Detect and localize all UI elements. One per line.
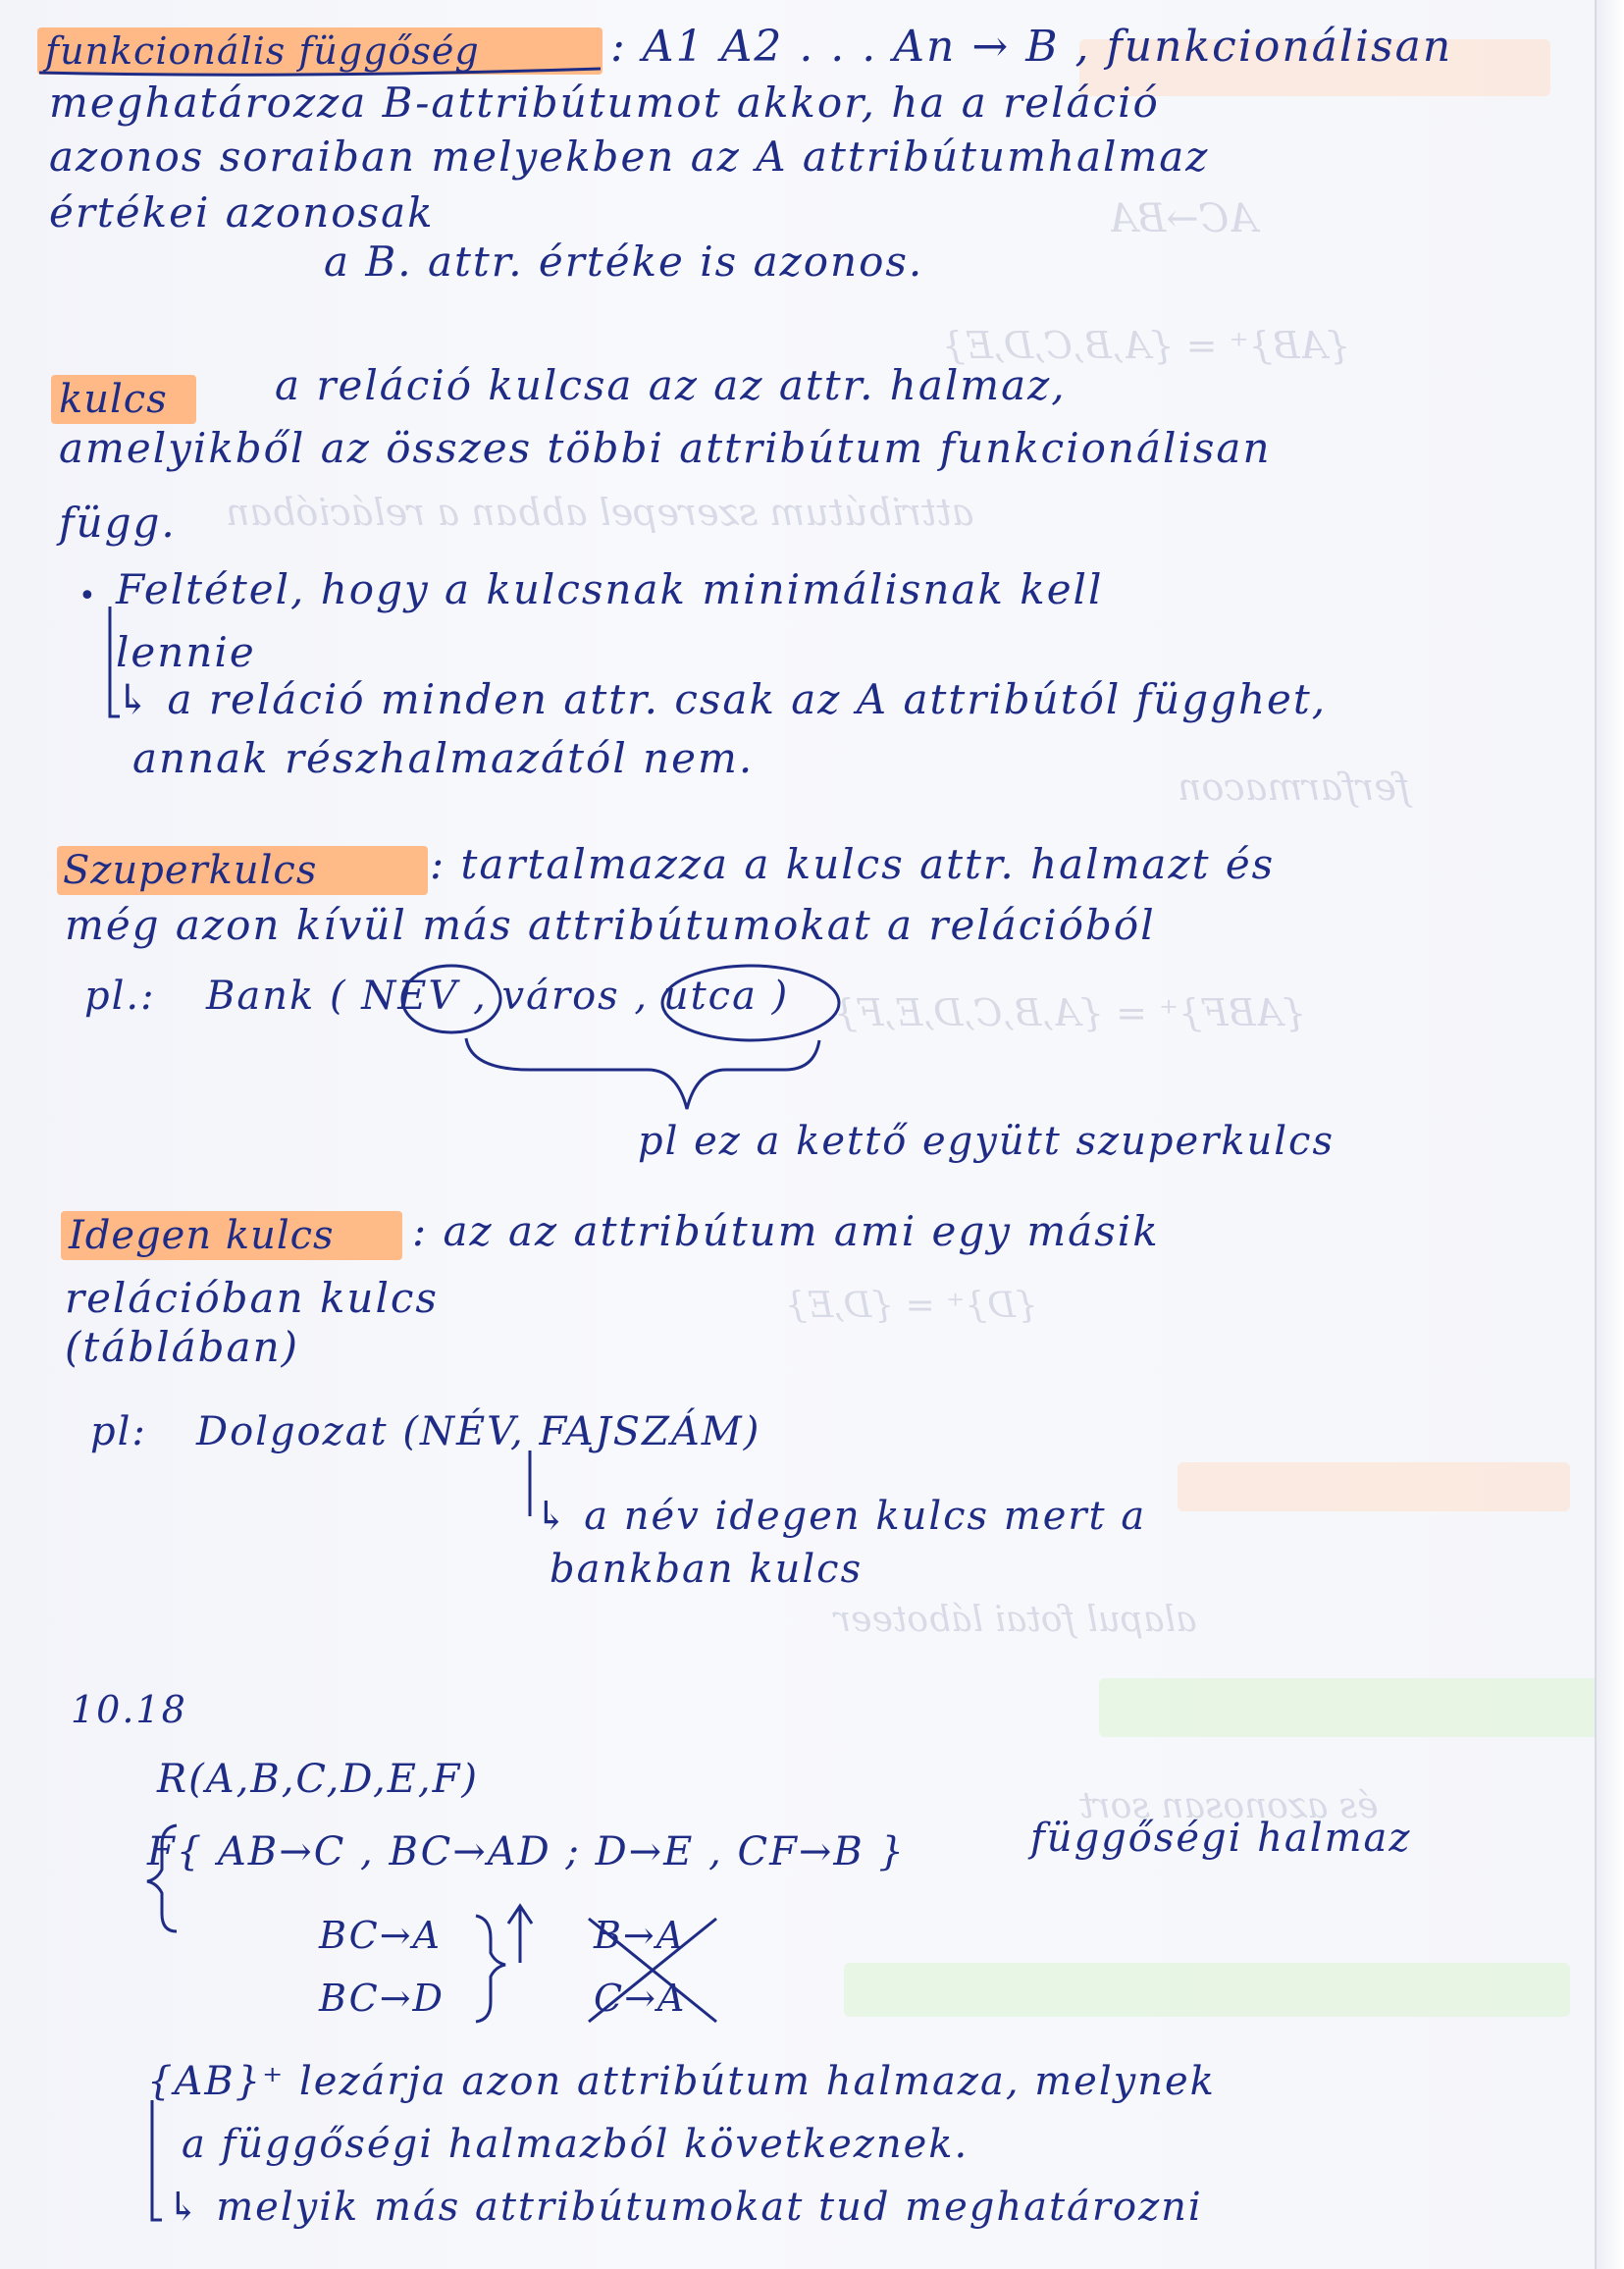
superkey-example: Bank ( NÉV , város , utca )	[206, 974, 790, 1019]
split-right-1: B→A	[594, 1914, 686, 1957]
key-line-1: a reláció kulcsa az az attr. halmaz,	[275, 361, 1067, 409]
exercise-number: 10.18	[71, 1688, 187, 1731]
fd-line-3: azonos soraiban melyekben az A attribútumhalmaz	[49, 132, 1210, 181]
term-functional-dependency: funkcionális függőség	[45, 29, 480, 73]
key-condition-3: ↳ a reláció minden attr. csak az A attribútól függhet,	[116, 675, 1328, 723]
closure-line-1: {AB}⁺ lezárja azon attribútum halmaza, melynek	[147, 2059, 1216, 2104]
key-condition-1: Feltétel, hogy a kulcsnak minimálisnak kell	[116, 565, 1104, 613]
superkey-line-2: még azon kívül más attribútumokat a relációból	[65, 901, 1156, 949]
superkey-example-note: pl ez a kettő együtt szuperkulcs	[638, 1119, 1335, 1164]
foreign-key-note-1: ↳ a név idegen kulcs mert a	[535, 1494, 1147, 1539]
ghost-text: és azonosan sort	[1079, 1786, 1379, 1826]
key-line-2: amelyikből az összes többi attribútum funkcionálisan	[59, 424, 1272, 472]
foreign-key-note-2: bankban kulcs	[550, 1547, 864, 1592]
circle-nev	[402, 966, 500, 1032]
fd-line-5: a B. attr. értéke is azonos.	[324, 237, 924, 286]
foreign-key-example: Dolgozat (NÉV, FAJSZÁM)	[196, 1409, 761, 1454]
ghost-text: AC→BA	[1109, 196, 1258, 241]
closure-line-2: a függőségi halmazból következnek.	[182, 2122, 969, 2167]
split-right-2: C→A	[594, 1977, 687, 2020]
foreign-key-line-1: : az az attribútum ami egy másik	[412, 1207, 1160, 1255]
term-key: kulcs	[59, 377, 168, 422]
key-condition-4: annak részhalmazától nem.	[132, 734, 755, 782]
foreign-key-line-3: (táblában)	[65, 1323, 300, 1371]
ghost-text: {D}⁺ = {D,E}	[785, 1286, 1038, 1326]
term-foreign-key: Idegen kulcs	[69, 1213, 335, 1258]
fd-line-1: : A1 A2 . . . An → B , funkcionálisan	[610, 22, 1453, 72]
brace-superkey	[466, 1038, 819, 1109]
exercise-fds-label: függőségi halmaz	[1030, 1816, 1412, 1861]
foreign-key-example-prefix: pl:	[90, 1409, 147, 1454]
superkey-line-1: : tartalmazza a kulcs attr. halmazt és	[430, 840, 1276, 888]
superkey-example-prefix: pl.:	[84, 974, 156, 1019]
ghost-text: ferfarmacon	[1178, 765, 1410, 809]
fd-line-4: értékei azonosak	[49, 188, 435, 237]
ghost-text: attribútum szerepel abban a relációban	[226, 491, 974, 534]
term-superkey: Szuperkulcs	[63, 848, 318, 893]
bullet-dot: •	[79, 579, 96, 613]
ghost-text: {ABF}⁺ = {A,B,C,D,E,F}	[834, 991, 1307, 1034]
exercise-relation: R(A,B,C,D,E,F)	[157, 1757, 479, 1802]
closure-line-3: ↳ melyik más attribútumokat tud meghatározni	[167, 2185, 1203, 2230]
split-left-1: BC→A	[319, 1914, 442, 1957]
key-line-3: függ.	[59, 499, 177, 547]
split-left-2: BC→D	[319, 1977, 445, 2020]
ghost-text: alapul fotai láboteer	[834, 1600, 1197, 1640]
circle-utca	[662, 966, 839, 1040]
ghost-text: {AB}⁺ = {A,B,C,D,E}	[942, 324, 1351, 367]
key-condition-2: lennie	[116, 628, 256, 676]
foreign-key-line-2: relációban kulcs	[65, 1274, 439, 1322]
exercise-fds: F{ AB→C , BC→AD ; D→E , CF→B }	[147, 1829, 906, 1874]
fd-line-2: meghatározza B-attribútumot akkor, ha a reláció	[49, 79, 1160, 127]
